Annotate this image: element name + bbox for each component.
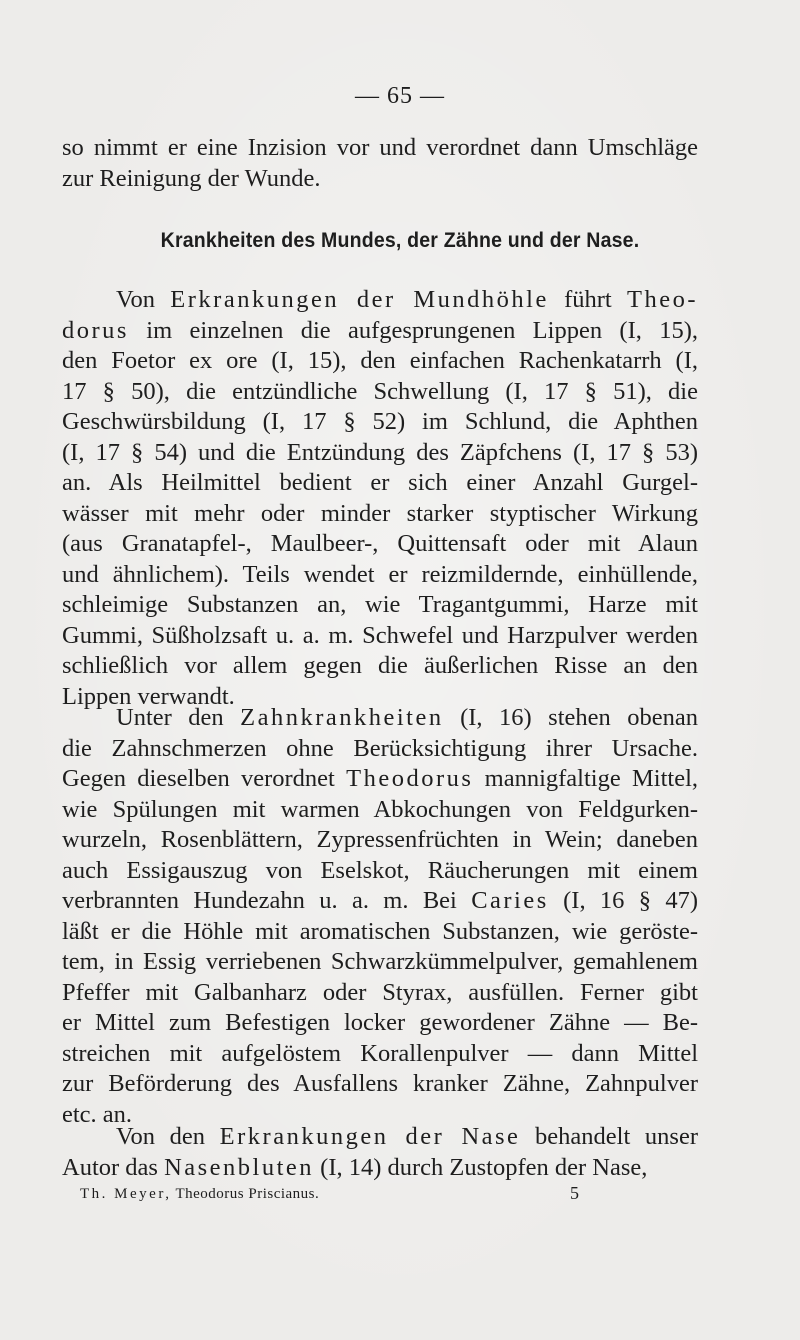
text-line [62,947,698,978]
text-run: wässer mit mehr oder minder starker styptischer Wirkung [62,499,698,527]
text-run: Von [116,286,171,313]
text-run: Gummi, Süßholzsaft u. a. m. Schwefel und Harzpulver werden [62,621,698,649]
footer-title: Theodorus Priscianus. [175,1186,320,1202]
sheet-signature: 5 [570,1183,579,1203]
text-line [62,590,698,621]
text-run: behandelt unser [520,1123,698,1150]
spaced-emphasis: dorus [62,316,129,344]
text-line [62,560,698,591]
text-run: an. Als Heilmittel bedient er sich einer Anzahl Gurgel- [62,469,698,496]
spaced-emphasis: Erkrankungen der Nase [219,1123,521,1150]
text-line [62,285,698,316]
text-run: zur Beförderung des Ausfallens kranker Zähne, Zahnpulver [62,1070,698,1097]
text-line [62,346,698,377]
text-run: (I, 14) durch Zustopfen der Nase, [314,1153,648,1181]
text-run: Autor das [62,1153,165,1181]
text-run: Pfeffer mit Galbanharz oder Styrax, ausfüllen. Ferner gibt [62,978,698,1006]
text-run: streichen mit aufgelöstem Korallenpulver — dann Mittel [62,1039,698,1067]
text-run: schleimige Substanzen an, wie Tragantgummi, Harze mit [62,591,698,618]
text-run: tem, in Essig verriebenen Schwarzkümmelpulver, gemahlenem [62,948,698,975]
text-line [62,856,698,887]
text-line [62,1008,698,1039]
text-run: Unter den [116,704,241,731]
text-line: so nimmt er eine Inzision vor und verordnet dann Umschläge [62,134,698,161]
text-line [62,734,698,765]
text-line [62,438,698,469]
text-run: mannigfaltige Mittel, [473,765,698,792]
text-run: wie Spülungen mit warmen Abkochungen von Feldgurken- [62,795,698,823]
text-run: die Zahnschmerzen ohne Berücksichtigung ihrer Ursache. [62,734,698,762]
text-line [62,886,698,917]
text-line [62,1069,698,1100]
text-run: Geschwürsbildung (I, 17 § 52) im Schlund, die Aphthen [62,408,698,435]
text-line [62,621,698,652]
text-line [62,703,698,734]
text-run: Lippen verwandt. [62,682,235,710]
text-line [62,795,698,826]
text-run: führt [548,286,628,313]
intro-paragraph [62,133,698,194]
text-run: auch Essigauszug von Eselskot, Räucherungen mit einem [62,856,698,884]
text-line [62,1039,698,1070]
text-run: und ähnlichem). Teils wendet er reizmildernde, einhüllende, [62,560,698,588]
text-run: 17 § 50), die entzündliche Schwellung (I, 17 § 51), die [62,377,698,405]
text-run: er Mittel zum Befestigen locker gewordener Zähne — Be- [62,1009,698,1036]
text-line [62,825,698,856]
text-run: läßt er die Höhle mit aromatischen Substanzen, wie geröste- [62,917,698,945]
text-run: den Foetor ex ore (I, 15), den einfachen Rachenkatarrh (I, [62,347,698,374]
text-run: verbrannten Hundezahn u. a. m. Bei [62,887,472,914]
section-heading: Krankheiten des Mundes, der Zähne und der Nase. [160,229,640,252]
footer-author: Th. Meyer, [80,1186,172,1202]
text-line [62,468,698,499]
paragraph-mouth-diseases [62,285,698,712]
paragraph-nose-diseases [62,1122,698,1183]
paragraph-tooth-diseases [62,703,698,1130]
text-line [62,764,698,795]
text-run: schließlich vor allem gegen die äußerlichen Risse an den [62,652,698,679]
text-run: im einzelnen die aufgesprungenen Lippen (I, 15), [128,316,698,344]
text-line [62,978,698,1009]
text-run: (I, 16 § 47) [548,887,698,914]
text-line [62,499,698,530]
spaced-emphasis: Caries [471,887,549,914]
text-run: Von den [116,1123,220,1150]
text-run: wurzeln, Rosenblättern, Zypressenfrüchten in Wein; daneben [62,826,698,853]
spaced-emphasis: Theodorus [346,765,474,792]
text-line [62,1153,698,1184]
spaced-emphasis: Theo- [627,286,699,313]
text-line [62,407,698,438]
text-line [62,1122,698,1153]
text-line [62,529,698,560]
text-run: (I, 16) stehen obenan [443,704,698,731]
text-run: etc. an. [62,1100,133,1128]
page-number: — 65 — [355,83,445,109]
spaced-emphasis: Nasenbluten [164,1153,315,1181]
text-line: zur Reinigung der Wunde. [62,164,321,192]
text-run: (aus Granatapfel-, Maulbeer-, Quittensaft oder mit Alaun [62,530,698,557]
footer-citation [80,1186,319,1203]
text-line [62,316,698,347]
text-line [62,377,698,408]
text-run: Gegen dieselben verordnet [62,765,347,792]
spaced-emphasis: Erkrankungen der Mundhöhle [170,286,549,313]
spaced-emphasis: Zahnkrankheiten [240,704,444,731]
text-line [62,651,698,682]
text-run: (I, 17 § 54) und die Entzündung des Zäpfchens (I, 17 § 53) [62,438,698,466]
text-line [62,917,698,948]
